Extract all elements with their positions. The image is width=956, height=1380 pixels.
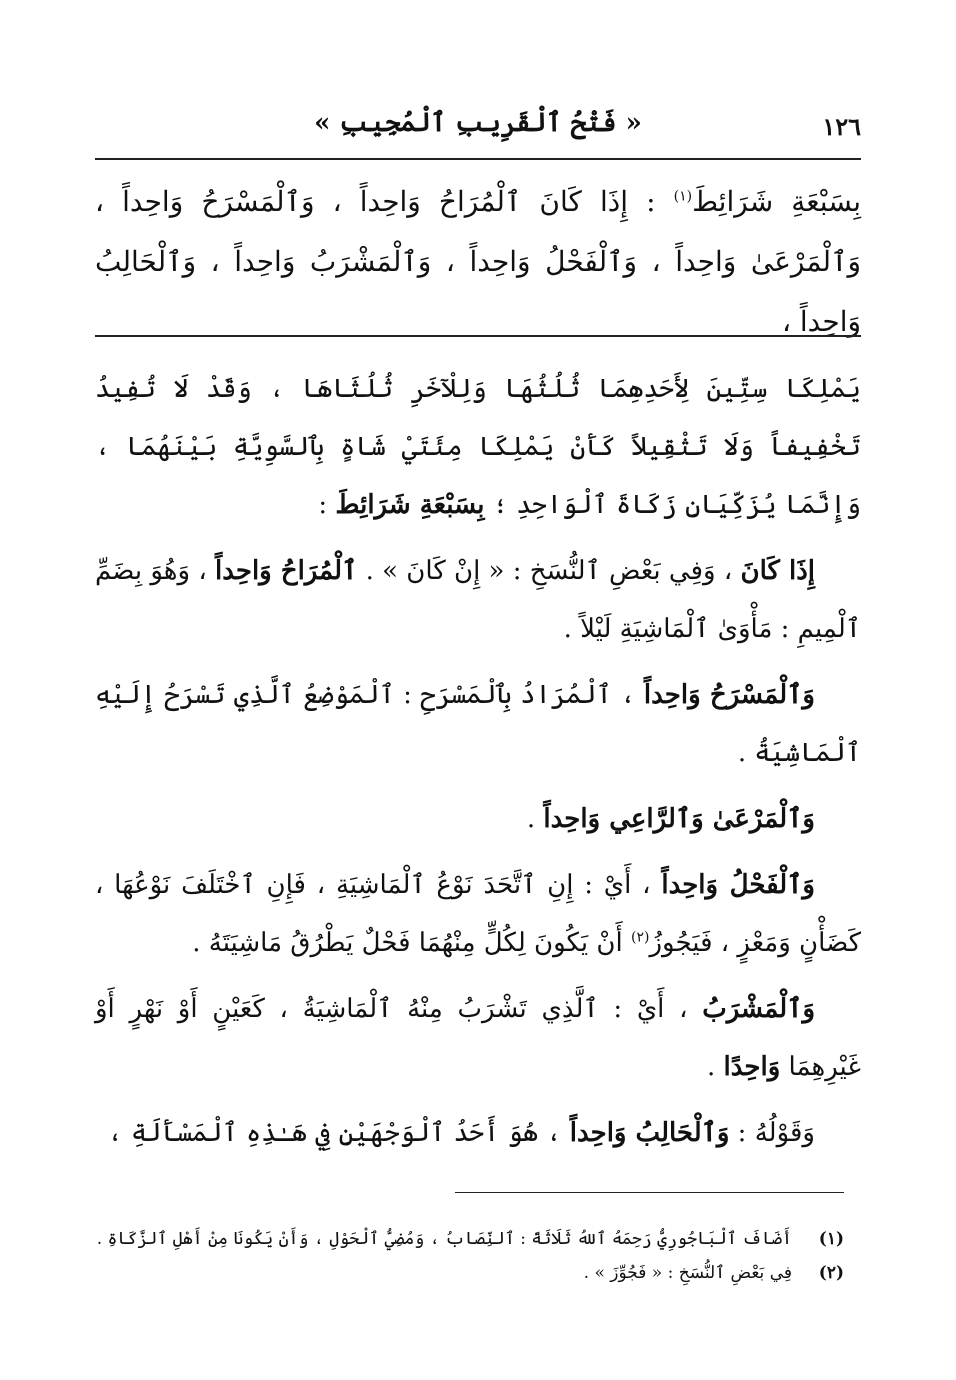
footnote-ref-2: (٢) bbox=[630, 929, 650, 946]
page-header bbox=[95, 108, 861, 152]
sharh-p2-end: ، وَهُوَ بِضَمِّ ٱلْمِيمِ : مَأْوَىٰ ٱلْمَاشِيَةِ لَيْلاً . bbox=[95, 556, 861, 644]
sharh-p5-bold: وَٱلْفَحْلُ وَاحِداً bbox=[661, 870, 815, 900]
sharh-p7-end: ، هُوَ أَحَدُ ٱلْوَجْهَيْنِ فِي هَـٰذِهِ ٱلْمَسْأَلَةِ ، bbox=[107, 1118, 570, 1148]
sharh-paragraph-5 bbox=[95, 856, 861, 972]
matn-separator-rule bbox=[95, 335, 861, 337]
sharh-p3-end: ، ٱلْمُرَادُ بِٱلْمَسْرَحِ : ٱلْمَوْضِعُ ٱلَّذِي تَسْرَحُ إِلَيْهِ ٱلْمَاشِيَةُ . bbox=[95, 680, 861, 768]
footnote-text: فِي بَعْضِ ٱلنُّسَخِ : « فَجُوِّزَ » . bbox=[583, 1263, 792, 1283]
sharh-p7-a: وَقَوْلُهُ : bbox=[729, 1118, 815, 1148]
sharh-text bbox=[95, 360, 861, 1170]
sharh-paragraph-6 bbox=[95, 980, 861, 1096]
sharh-p2-bold1: إِذَا كَانَ bbox=[740, 556, 815, 586]
sharh-p5-b: أَنْ يَكُونَ لِكُلٍّ مِنْهُمَا فَحْلٌ يَطْرُقُ مَاشِيَتَهُ . bbox=[192, 928, 631, 958]
matn-text bbox=[95, 172, 861, 352]
page-number: ١٢٦ bbox=[822, 112, 861, 141]
sharh-paragraph-3 bbox=[95, 666, 861, 782]
matn-line1-a: بِسَبْعَةِ شَرَائِطَ bbox=[692, 185, 861, 218]
footnote-rule bbox=[455, 1192, 844, 1193]
footnote-2 bbox=[95, 1256, 844, 1290]
footnote-1 bbox=[95, 1222, 844, 1256]
matn-line1-b: : إِذَا كَانَ ٱلْمُرَاحُ وَاحِداً ، وَٱلْمَسْرَحُ وَاحِداً ، وَٱلْمَرْعَىٰ bbox=[95, 185, 861, 278]
sharh-p1-text: يَمْلِكَا سِتِّينَ لِأَحَدِهِمَا ثُلُثُهَا وَلِلْآخَرِ ثُلُثَاهَا ، وَقَدْ لَا تُفِيدُ تَخْفِيفاً وَلَا تَثْقِيلاً كَأَنْ يَمْلِكَا مِئَتَيْ شَاةٍ بِٱلسَّوِيَّةِ بَيْنَهُمَا ، وَإِنَّمَا يُزَكِّيَانِ زَكَاةَ ٱلْوَاحِدِ ؛ bbox=[95, 374, 861, 520]
running-title: « فَتْحُ ٱلْقَرِيبِ ٱلْمُجِيبِ » bbox=[314, 108, 642, 138]
sharh-p4-end: . bbox=[526, 804, 544, 834]
sharh-p5-a: ، أَيْ : إِنِ ٱتَّحَدَ نَوْعُ ٱلْمَاشِيَةِ ، فَإِنِ ٱخْتَلَفَ نَوْعُهَا ، كَضَأْنٍ وَمَعْزٍ ، فَيَجُوزُ bbox=[95, 870, 861, 958]
sharh-p4-bold: وَٱلْمَرْعَىٰ وَٱلرَّاعِي وَاحِداً bbox=[543, 804, 815, 834]
sharh-paragraph-4 bbox=[95, 790, 861, 848]
footnote-text: أَضَافَ ٱلْبَاجُورِيُّ رَحِمَهُ ٱللهُ ثَلَاثَةً : ٱلنِّصَابُ ، وَمُضِيُّ ٱلْحَوْلِ ، وَأَنْ يَكُونَا مِنْ أَهْلِ ٱلزَّكَاةِ . bbox=[96, 1229, 792, 1249]
header-rule bbox=[95, 158, 861, 160]
matn-line2: وَاحِداً ، وَٱلْفَحْلُ وَاحِداً ، وَٱلْمَشْرَبُ وَاحِداً ، وَٱلْحَالِبُ وَاحِداً ، bbox=[95, 245, 861, 338]
sharh-paragraph-1 bbox=[95, 360, 861, 534]
footnote-number: (١) bbox=[818, 1229, 844, 1249]
sharh-p6-bold: وَٱلْمَشْرَبُ bbox=[702, 994, 815, 1024]
footnote-number: (٢) bbox=[818, 1263, 844, 1283]
footnote-ref-1: (١) bbox=[673, 188, 693, 205]
sharh-p1-end: : bbox=[318, 490, 336, 520]
sharh-p6-mid: ، أَيْ : ٱلَّذِي تَشْرَبُ مِنْهُ ٱلْمَاشِيَةُ ، كَعَيْنٍ أَوْ نَهْرٍ أَوْ غَيْرِهِمَا bbox=[95, 994, 861, 1082]
sharh-p7-bold: وَٱلْحَالِبُ وَاحِداً bbox=[569, 1118, 730, 1148]
sharh-p2-mid: ، وَفِي بَعْضِ ٱلنُّسَخِ : « إِنْ كَانَ » . bbox=[357, 556, 741, 586]
sharh-p3-bold: وَٱلْمَسْرَحُ وَاحِداً bbox=[643, 680, 815, 710]
sharh-p6-bold2: وَاحِدًا bbox=[723, 1052, 781, 1082]
sharh-p1-bold: بِسَبْعَةِ شَرَائِطَ bbox=[335, 490, 485, 520]
sharh-p6-end: . bbox=[707, 1052, 724, 1082]
sharh-paragraph-2 bbox=[95, 542, 861, 658]
sharh-paragraph-7 bbox=[95, 1104, 861, 1162]
footnotes bbox=[95, 1222, 844, 1290]
sharh-p2-bold2: ٱلْمُرَاحُ وَاحِداً bbox=[215, 556, 358, 586]
